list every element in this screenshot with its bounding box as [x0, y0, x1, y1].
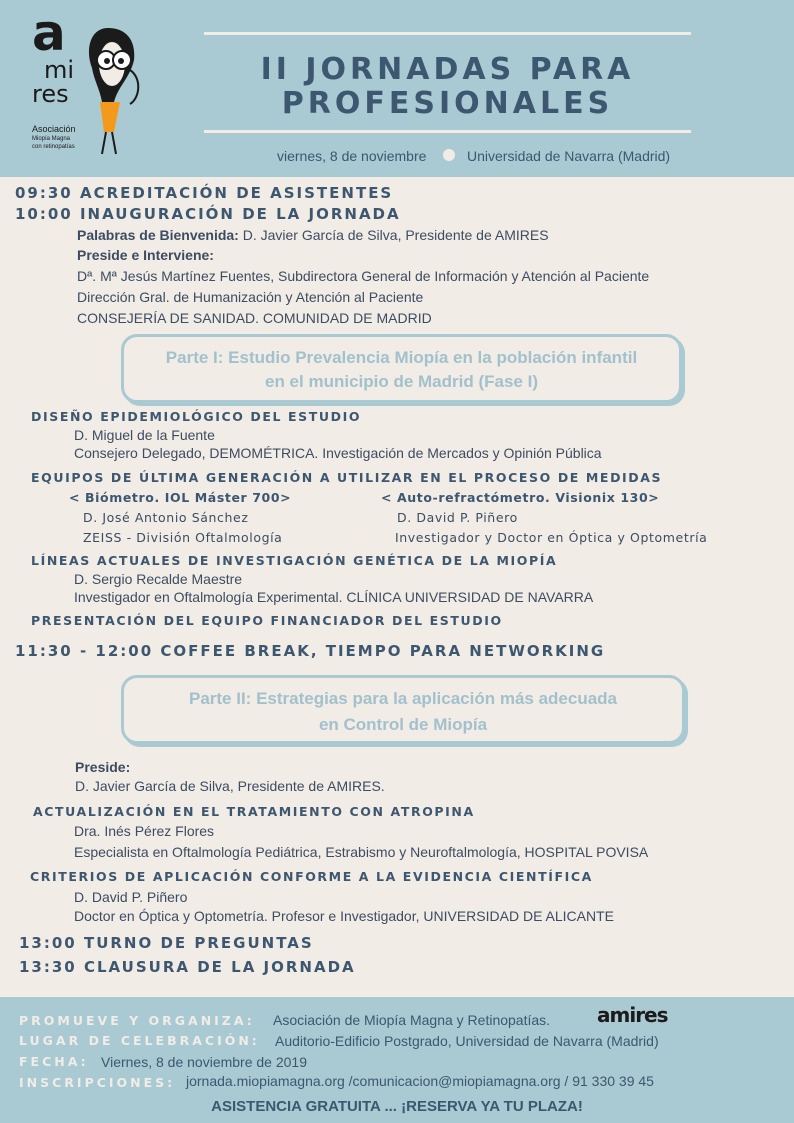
atropina-title: ACTUALIZACIÓN EN EL TRATAMIENTO CON ATROPINA — [33, 804, 475, 819]
inscripciones-label: INSCRIPCIONES: — [19, 1075, 176, 1090]
atropina-name: Dra. Inés Pérez Flores — [74, 823, 215, 839]
lugar-value: Auditorio-Edificio Postgrado, Universidad de Navarra (Madrid) — [275, 1033, 659, 1049]
equipo2-name: D. David P. Piñero — [397, 510, 518, 525]
agenda-coffee: 11:30 - 12:00 COFFEE BREAK, TIEMPO PARA NETWORKING — [15, 642, 606, 660]
title-rule-top — [204, 32, 691, 35]
agenda-inauguracion: 10:00 INAUGURACIÓN DE LA JORNADA — [15, 205, 401, 223]
presentacion-title: PRESENTACIÓN DEL EQUIPO FINANCIADOR DEL ESTUDIO — [31, 613, 503, 628]
equipos-title: EQUIPOS DE ÚLTIMA GENERACIÓN A UTILIZAR EN EL PROCESO DE MEDIDAS — [31, 470, 663, 485]
criterios-role: Doctor en Óptica y Optometría. Profesor e Investigador, UNIVERSIDAD DE ALICANTE — [74, 908, 614, 924]
logo-caption-2: Miopía Magna — [32, 136, 71, 142]
parte2-line2: en Control de Miopía — [318, 715, 488, 734]
logo-letters-res: res — [32, 80, 69, 108]
logo-caption-3: con retinopatías — [32, 144, 75, 150]
diseno-name: D. Miguel de la Fuente — [74, 427, 215, 443]
logo-caption-1: Asociación — [32, 124, 76, 134]
footer-small-logo: amires — [597, 1003, 668, 1027]
agenda-acreditacion: 09:30 ACREDITACIÓN DE ASISTENTES — [15, 184, 394, 202]
fecha-label: FECHA: — [19, 1054, 89, 1069]
criterios-title: CRITERIOS DE APLICACIÓN CONFORME A LA EVIDENCIA CIENTÍFICA — [30, 869, 593, 884]
header-band — [0, 0, 794, 177]
agenda-preguntas: 13:00 TURNO DE PREGUNTAS — [19, 934, 314, 952]
bienvenida-label: Palabras de Bienvenida: — [77, 227, 239, 243]
title-rule-bottom — [204, 130, 691, 133]
agenda-clausura: 13:30 CLAUSURA DE LA JORNADA — [19, 958, 356, 976]
lineas-title: LÍNEAS ACTUALES DE INVESTIGACIÓN GENÉTICA DE LA MIOPÍA — [31, 553, 558, 568]
fecha-value: Viernes, 8 de noviembre de 2019 — [101, 1054, 307, 1070]
parte1-line1: Parte I: Estudio Prevalencia Miopía en la población infantil — [165, 348, 638, 367]
equipo1-role: ZEISS - División Oftalmología — [83, 530, 283, 545]
preside2-label: Preside: — [75, 759, 131, 775]
logo-letters-mi: mi — [44, 56, 75, 84]
preside-line1: Dª. Mª Jesús Martínez Fuentes, Subdirectora General de Información y Atención al Paciente — [77, 268, 650, 284]
page-title-line2: PROFESIONALES — [281, 86, 614, 121]
atropina-role: Especialista en Oftalmología Pediátrica, Estrabismo y Neuroftalmología, HOSPITAL POVISA — [74, 844, 649, 860]
lineas-name: D. Sergio Recalde Maestre — [74, 571, 243, 587]
preside-line3: CONSEJERÍA DE SANIDAD. COMUNIDAD DE MADRID — [77, 310, 432, 326]
diseno-role: Consejero Delegado, DEMOMÉTRICA. Investigación de Mercados y Opinión Pública — [74, 445, 602, 461]
equipo2-device: < Auto-refractómetro. Visionix 130> — [381, 490, 660, 505]
separator-dot-icon — [443, 149, 455, 161]
equipo2-role: Investigador y Doctor en Óptica y Optometría — [395, 530, 708, 545]
page-title-line1: II JORNADAS PARA — [260, 52, 635, 87]
bienvenida-line — [77, 227, 549, 243]
parte2-box — [121, 675, 685, 744]
promueve-label: PROMUEVE Y ORGANIZA: — [19, 1013, 255, 1028]
diseno-title: DISEÑO EPIDEMIOLÓGICO DEL ESTUDIO — [31, 409, 362, 424]
equipo1-name: D. José Antonio Sánchez — [83, 510, 249, 525]
cta-reserva[interactable]: ASISTENCIA GRATUITA ... ¡RESERVA YA TU PLAZA! — [211, 1098, 583, 1115]
preside-label: Preside e Interviene: — [77, 247, 214, 263]
event-venue: Universidad de Navarra (Madrid) — [467, 148, 671, 164]
preside2-text: D. Javier García de Silva, Presidente de AMIRES. — [75, 778, 385, 794]
footer-band — [0, 997, 794, 1123]
bienvenida-text: D. Javier García de Silva, Presidente de AMIRES — [238, 227, 549, 243]
parte2-line1: Parte II: Estrategias para la aplicación más adecuada — [188, 689, 618, 708]
promueve-value: Asociación de Miopía Magna y Retinopatías. — [273, 1012, 551, 1028]
amires-logo — [30, 4, 160, 160]
inscripciones-value[interactable]: jornada.miopiamagna.org /comunicacion@miopiamagna.org / 91 330 39 45 — [186, 1073, 654, 1089]
parte1-line2: en el municipio de Madrid (Fase I) — [265, 372, 538, 391]
preside-line2: Dirección Gral. de Humanización y Atención al Paciente — [77, 289, 424, 305]
event-date: viernes, 8 de noviembre — [277, 148, 427, 164]
lineas-role: Investigador en Oftalmología Experimental. CLÍNICA UNIVERSIDAD DE NAVARRA — [74, 589, 594, 605]
lugar-label: LUGAR DE CELEBRACIÓN: — [19, 1033, 260, 1048]
equipo1-device: < Biómetro. IOL Máster 700> — [69, 490, 292, 505]
logo-letters-a: a — [32, 4, 66, 62]
parte1-box — [121, 334, 682, 403]
criterios-name: D. David P. Piñero — [74, 889, 188, 905]
